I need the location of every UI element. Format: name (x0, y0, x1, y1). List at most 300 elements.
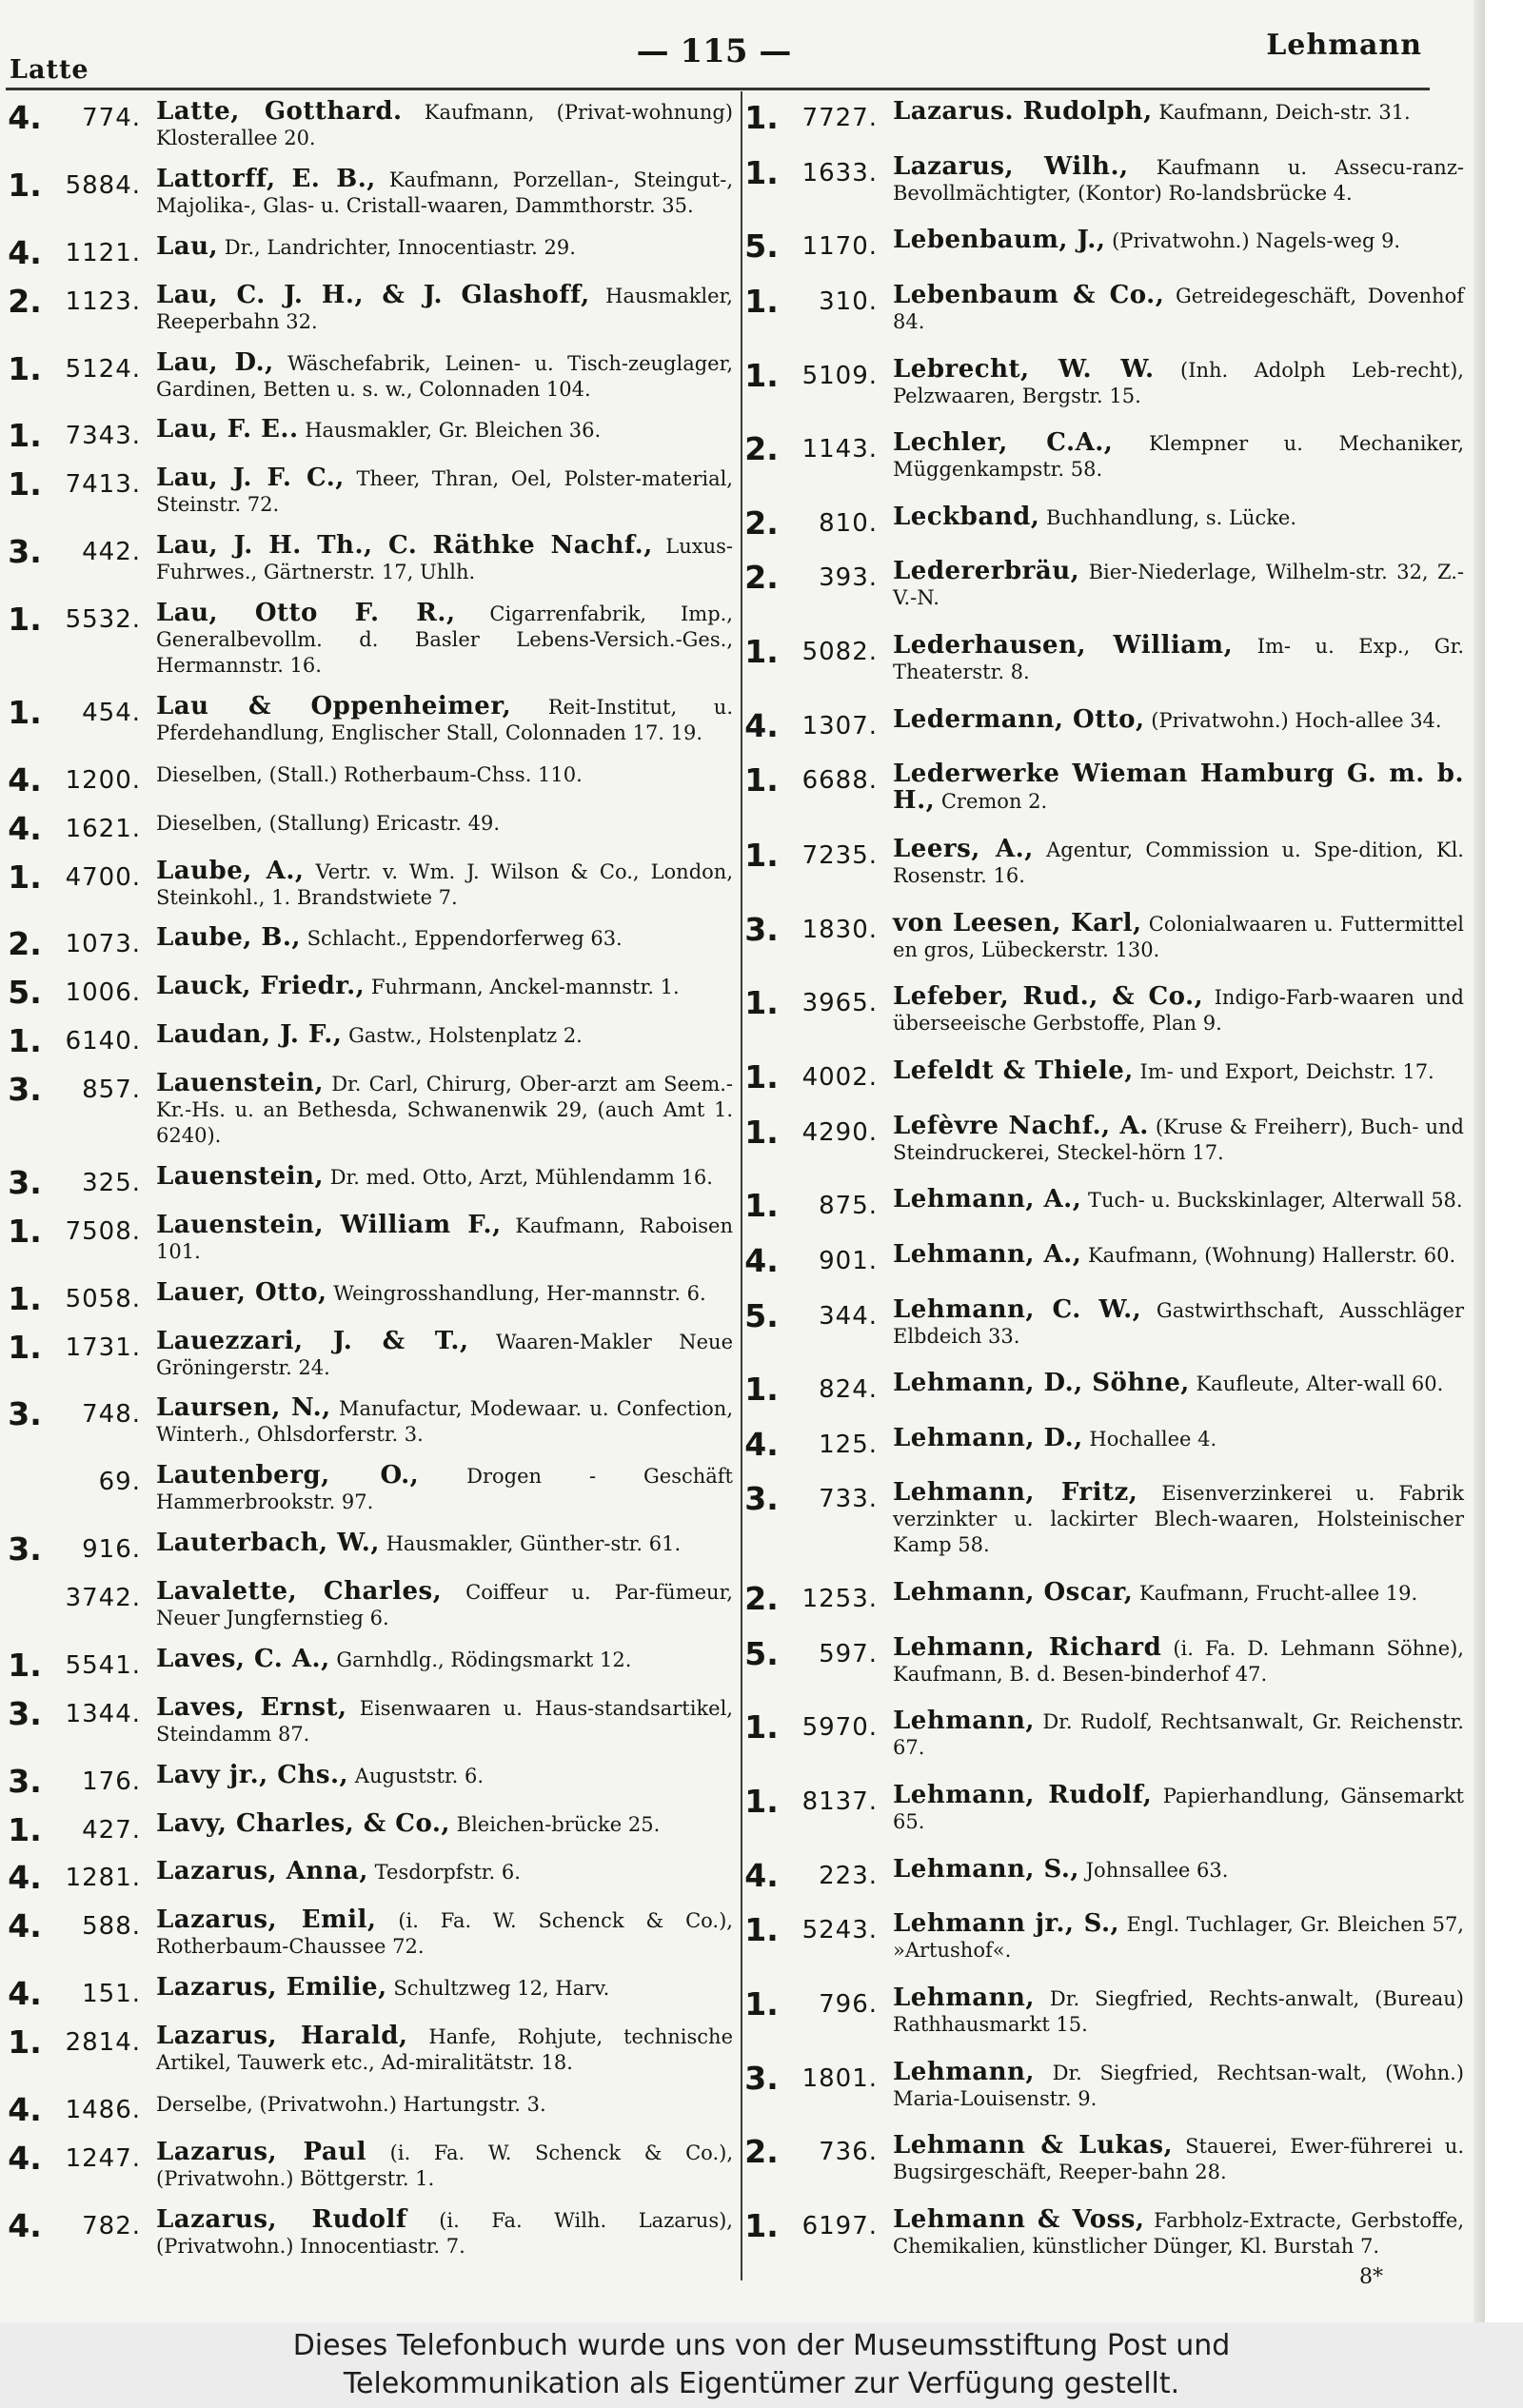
subscriber-name: Lattorff, E. B., (156, 164, 376, 193)
subscriber-name: Lehmann, D., (893, 1423, 1083, 1452)
exchange-number (6, 1579, 44, 1584)
phone-number: 796. (819, 1989, 878, 2019)
listing-details: Cremon 2. (940, 790, 1048, 814)
listing-entry (6, 1529, 733, 1569)
phone-number: 5058. (65, 1284, 141, 1313)
listing-details: Fuhrmann, Anckel-mannstr. 1. (370, 976, 680, 999)
subscriber-name: Lederhausen, William, (893, 631, 1234, 661)
listing-details: (Privatwohn.) Hoch-allee 34. (1151, 708, 1442, 732)
listing-entry (742, 1056, 1464, 1095)
listing-details: Hausmakler, Reeperbahn 32. (156, 284, 733, 333)
listing-details: Garnhdlg., Rödingsmarkt 12. (336, 1648, 632, 1671)
listing-details: Theer, Thran, Oel, Polster-material, Steinstr. 72. (156, 467, 733, 517)
listing-details: Im- und Export, Deichstr. 17. (1139, 1059, 1434, 1083)
listing-details: Dr. Rudolf, Rechtsanwalt, Gr. Reichenstr. 67. (893, 1710, 1464, 1760)
phone-number: 588. (82, 1912, 141, 1942)
phone-number: 442. (82, 538, 141, 567)
listing-entry (6, 1395, 733, 1448)
listing-details: Weingrosshandlung, Her-mannstr. 6. (333, 1281, 706, 1305)
subscriber-name: Lau, D., (156, 347, 274, 377)
exchange-number: 1. (8, 693, 42, 731)
phone-number: 1830. (801, 915, 878, 944)
subscriber-name: Lehmann jr., S., (893, 1909, 1120, 1939)
exchange-number: 1. (744, 984, 779, 1022)
exchange-number: 4. (744, 1856, 779, 1894)
listing-entry (6, 2204, 733, 2260)
listing-text (893, 1480, 1464, 1558)
listing-text (156, 1644, 733, 1673)
exchange-number: 1. (8, 417, 42, 455)
subscriber-name: Lau & Oppenheimer, (156, 691, 512, 720)
exchange-number: 4. (8, 809, 42, 847)
listing-text (893, 2057, 1464, 2112)
listing-entry (6, 164, 733, 219)
exchange-number: 1. (744, 99, 779, 136)
subscriber-name: Lau, C. J. H., & J. Glashoff, (156, 280, 590, 309)
listing-text (156, 1395, 733, 1448)
listing-text (156, 761, 733, 788)
phone-number: 4700. (65, 862, 141, 892)
listing-entry (742, 97, 1464, 136)
phone-number: 5532. (65, 605, 141, 634)
listing-text (156, 280, 733, 335)
exchange-number: 1. (744, 1187, 779, 1225)
exchange-number: 2. (8, 282, 42, 320)
listing-details: (Inh. Adolph Leb-recht), Pelzwaaren, Bergstr. 15. (893, 358, 1464, 407)
listing-text (156, 1530, 733, 1557)
subscriber-name: Laudan, J. F., (156, 1020, 343, 1050)
listing-details: Schlacht., Eppendorferweg 63. (307, 927, 623, 951)
subscriber-name: Laves, C. A., (156, 1644, 330, 1673)
listing-text (156, 1760, 733, 1789)
phone-number: 3965. (801, 989, 878, 1018)
phone-number: 782. (82, 2211, 141, 2240)
phone-number: 8137. (801, 1787, 878, 1817)
listing-text (893, 1239, 1464, 1269)
listing-entry (6, 760, 733, 799)
listing-entry (6, 1020, 733, 1060)
phone-number: 1143. (801, 435, 878, 464)
listing-details: Coiffeur u. Par-fümeur, Neuer Jungfernstieg 6. (156, 1581, 733, 1629)
right-column (742, 99, 1464, 2260)
listing-entry (742, 1369, 1464, 1409)
exchange-number: 4. (8, 2090, 42, 2128)
left-column (6, 99, 733, 2260)
exchange-number: 1. (744, 282, 779, 320)
phone-number: 310. (819, 286, 878, 316)
exchange-number: 1. (8, 858, 42, 896)
subscriber-name: Lauenstein, (156, 1069, 324, 1097)
phone-number: 5541. (65, 1650, 141, 1680)
subscriber-name: von Leesen, Karl, (893, 908, 1142, 938)
phone-number: 393. (819, 563, 878, 593)
listing-entry (6, 809, 733, 847)
listing-text (893, 99, 1464, 126)
listing-text (156, 601, 733, 679)
listing-text (893, 1187, 1464, 1214)
listing-entry (6, 231, 733, 271)
listing-entry (742, 1423, 1464, 1463)
listing-entry (6, 2090, 733, 2128)
exchange-number: 1. (744, 1708, 779, 1747)
listing-entry (6, 1973, 733, 2013)
listing-details: Manufactur, Modewaar. u. Confection, Winterh., Ohlsdorferstr. 3. (156, 1397, 734, 1447)
listing-details: (Kruse & Freiherr), Buch- und Steindruckerei, Steckel-hörn 17. (893, 1115, 1464, 1164)
exchange-number: 1. (744, 1371, 779, 1409)
exchange-number: 3. (744, 910, 779, 948)
listing-entry (6, 1161, 733, 1201)
phone-number: 916. (82, 1535, 141, 1565)
listing-details: Dieselben, (Stallung) Ericastr. 49. (156, 811, 501, 835)
subscriber-name: Laube, B., (156, 923, 301, 953)
listing-entry (6, 972, 733, 1012)
listing-details: Dr. Siegfried, Rechtsan-walt, (Wohn.) Maria-Louisenstr. 9. (893, 2061, 1464, 2110)
phone-number: 6688. (801, 766, 878, 796)
listing-details: Johnsallee 63. (1085, 1858, 1229, 1882)
phone-number: 748. (82, 1400, 141, 1430)
subscriber-name: Lavalette, Charles, (156, 1577, 443, 1606)
subscriber-name: Lazarus, Rudolf (156, 2204, 407, 2234)
subscriber-name: Lehmann, Oscar, (893, 1578, 1134, 1608)
listing-text (893, 2204, 1464, 2260)
listing-entry (742, 2204, 1464, 2260)
exchange-number: 2. (744, 503, 779, 542)
listing-details: Wäschefabrik, Leinen- u. Tisch-zeuglager, Gardinen, Betten u. s. w., Colonnaden 104. (156, 351, 734, 401)
subscriber-name: Lazarus, Emil, (156, 1905, 377, 1935)
subscriber-name: Ledererbräu, (893, 557, 1080, 586)
exchange-number: 1. (744, 633, 779, 671)
exchange-number: 4. (8, 1859, 42, 1897)
listing-entry (6, 280, 733, 335)
listing-details: Stauerei, Ewer-führerei u. Bugsirgeschäft, Reeper-bahn 28. (893, 2135, 1464, 2184)
listing-entry (742, 1111, 1464, 1166)
listing-entry (742, 2057, 1464, 2112)
listing-details: Bier-Niederlage, Wilhelm-str. 32, Z.-V.-N. (893, 561, 1464, 610)
listing-entry (742, 704, 1464, 744)
phone-number: 5884. (65, 170, 141, 200)
listing-entry (6, 1644, 733, 1684)
phone-number: 1247. (65, 2143, 141, 2173)
listing-text (156, 164, 733, 219)
listing-text (156, 1975, 733, 2002)
listing-details: Kaufmann, Frucht-allee 19. (1139, 1582, 1418, 1606)
exchange-number: 1. (744, 2206, 779, 2244)
listing-text (893, 1783, 1464, 1835)
listing-entry (742, 1911, 1464, 1964)
exchange-number: 5. (744, 1634, 779, 1672)
subscriber-name: Lefèvre Nachf., A. (893, 1111, 1149, 1140)
listing-text (156, 417, 733, 444)
exchange-number: 1. (8, 1279, 42, 1317)
exchange-number (6, 1463, 44, 1468)
exchange-number: 1. (744, 837, 779, 875)
listing-details: Bleichen-brücke 25. (456, 1812, 661, 1836)
subscriber-name: Lechler, C.A., (893, 428, 1114, 458)
listing-entry (742, 761, 1464, 815)
listing-details: Auguststr. 6. (354, 1764, 485, 1787)
listing-text (893, 354, 1464, 409)
subscriber-name: Ledermann, Otto, (893, 704, 1145, 734)
page-edge-shadow (1474, 0, 1485, 2322)
listing-text (893, 704, 1464, 734)
listing-details: Waaren-Makler Neue Gröningerstr. 24. (156, 1330, 734, 1379)
exchange-number: 1. (8, 1646, 42, 1684)
listing-entry (6, 1808, 733, 1848)
listing-entry (6, 415, 733, 455)
listing-details: Derselbe, (Privatwohn.) Hartungstr. 3. (156, 2092, 546, 2116)
listing-entry (742, 1294, 1464, 1350)
listing-entry (742, 1783, 1464, 1835)
listing-entry (742, 280, 1464, 335)
listing-entry (742, 1239, 1464, 1279)
subscriber-name: Lehmann, Richard (893, 1632, 1162, 1662)
listing-details: Buchhandlung, s. Lücke. (1046, 505, 1297, 529)
listing-text (156, 1326, 734, 1381)
listing-entry (742, 502, 1464, 542)
phone-number: 6197. (801, 2211, 878, 2240)
subscriber-name: Lehmann, D., Söhne, (893, 1369, 1190, 1398)
listing-details: Hochallee 4. (1089, 1427, 1217, 1451)
phone-number: 176. (82, 1767, 141, 1796)
listing-entry (6, 923, 733, 963)
listing-details: Getreidegeschäft, Dovenhof 84. (893, 284, 1464, 333)
listing-details: Agentur, Commission u. Spe-dition, Kl. Rosenstr. 16. (893, 839, 1464, 888)
listing-entry (742, 226, 1464, 266)
subscriber-name: Lehmann & Voss, (893, 2204, 1145, 2234)
phone-number: 5109. (801, 361, 878, 390)
exchange-number: 1. (744, 356, 779, 394)
listing-text (893, 559, 1464, 611)
subscriber-name: Lavy jr., Chs., (156, 1760, 349, 1789)
signature-mark: 8* (1359, 2265, 1383, 2289)
listing-details: Dieselben, (Stall.) Rotherbaum-Chss. 110. (156, 762, 583, 786)
running-head (0, 0, 1474, 85)
listing-text (156, 99, 733, 151)
subscriber-name: Lazarus, Paul (156, 2137, 367, 2166)
listing-text (156, 2137, 733, 2192)
phone-number: 5243. (801, 1916, 878, 1945)
listing-details: Dr. Carl, Chirurg, Ober-arzt am Seem.-Kr.-Hs. u. an Bethesda, Schwanenwik 29, (auch Amt 1. 6240). (156, 1073, 733, 1147)
phone-number: 7727. (801, 104, 878, 132)
listing-entry (742, 908, 1464, 963)
listing-details: Dr. med. Otto, Arzt, Mühlendamm 16. (329, 1165, 713, 1189)
exchange-number: 1. (744, 1783, 779, 1821)
listing-entry (6, 691, 733, 746)
listing-text (156, 925, 733, 952)
listing-text (156, 2023, 733, 2076)
subscriber-name: Lazarus. Rudolph, (893, 97, 1153, 126)
listing-text (893, 227, 1464, 254)
subscriber-name: Lehmann, (893, 2057, 1035, 2086)
listing-details: Schultzweg 12, Harv. (393, 1977, 610, 2001)
listing-text (156, 1463, 733, 1515)
phone-number: 125. (819, 1430, 878, 1459)
phone-number: 344. (819, 1301, 878, 1331)
phone-number: 5970. (801, 1713, 878, 1743)
subscriber-name: Lau, J. F. C., (156, 464, 345, 493)
phone-number: 824. (819, 1375, 878, 1405)
phone-number: 733. (819, 1485, 878, 1514)
exchange-number: 3. (8, 1395, 42, 1433)
exchange-number: 1. (8, 2023, 42, 2061)
listing-entry (6, 1210, 733, 1265)
exchange-number: 1. (8, 349, 42, 387)
listing-text (156, 1071, 733, 1149)
listing-details: Eisenverzinkerei u. Fabrik verzinkter u. lackirter Blech-waaren, Holsteinischer Kamp 58. (893, 1482, 1464, 1557)
listing-details: Kaufmann, (Wohnung) Hallerstr. 60. (1087, 1243, 1456, 1267)
exchange-number: 1. (8, 465, 42, 503)
phone-number: 774. (82, 104, 141, 132)
listing-text (156, 810, 733, 837)
listing-entry (6, 856, 733, 911)
exchange-number: 4. (744, 1241, 779, 1279)
subscriber-name: Lehmann, (893, 1983, 1035, 2012)
listing-details: Papierhandlung, Gänsemarkt 65. (893, 1785, 1464, 1834)
listing-text (893, 504, 1464, 531)
phone-number: 1170. (801, 232, 878, 262)
phone-number: 1281. (65, 1864, 141, 1893)
listing-entry (742, 984, 1464, 1036)
listing-text (156, 1579, 733, 1631)
subscriber-name: Laube, A., (156, 856, 305, 885)
exchange-number: 1. (744, 1984, 779, 2023)
listing-text (893, 761, 1464, 815)
listing-entry (742, 430, 1464, 483)
subscriber-name: Lavy, Charles, & Co., (156, 1808, 450, 1838)
exchange-number: 2. (8, 925, 42, 963)
listing-text (156, 533, 733, 585)
listing-entry (6, 347, 734, 403)
phone-number: 5082. (801, 638, 878, 667)
listing-entry (6, 1760, 733, 1800)
listing-text (893, 837, 1464, 889)
phone-number: 7235. (801, 841, 878, 871)
subscriber-name: Lebenbaum, J., (893, 226, 1106, 255)
exchange-number: 4. (8, 233, 42, 271)
listing-text (156, 2091, 733, 2118)
phone-number: 1344. (65, 1699, 141, 1728)
subscriber-name: Lau, Otto F. R., (156, 599, 456, 627)
listing-details: Vertr. v. Wm. J. Wilson & Co., London, Steinkohl., 1. Brandstwiete 7. (156, 859, 733, 909)
listing-text (156, 1692, 733, 1747)
subscriber-name: Lautenberg, O., (156, 1461, 420, 1490)
subscriber-name: Lehmann, Rudolf, (893, 1781, 1153, 1810)
subscriber-name: Lehmann, A., (893, 1239, 1082, 1269)
listing-entry (6, 601, 733, 679)
listing-entry (6, 1071, 733, 1149)
exchange-number: 1. (744, 761, 779, 799)
exchange-number: 1. (744, 153, 779, 191)
phone-number: 1307. (801, 711, 878, 740)
exchange-number: 3. (8, 1694, 42, 1732)
listing-entry (742, 2133, 1464, 2185)
listing-text (893, 1371, 1464, 1397)
exchange-number: 5. (744, 227, 779, 266)
header-rule (6, 88, 1430, 90)
listing-text (156, 2204, 733, 2260)
listing-text (156, 1022, 733, 1049)
listing-entry (742, 354, 1464, 409)
listing-entry (742, 837, 1464, 889)
phone-number: 3742. (65, 1584, 141, 1612)
subscriber-name: Lebrecht, W. W. (893, 354, 1155, 384)
listing-entry (6, 1277, 733, 1317)
phone-number: 857. (82, 1076, 141, 1104)
listing-text (893, 430, 1464, 483)
listing-text (893, 908, 1464, 963)
exchange-number: 2. (744, 2133, 779, 2171)
subscriber-name: Lehmann, C. W., (893, 1294, 1142, 1324)
listing-entry (6, 1857, 733, 1897)
listing-entry (742, 151, 1464, 207)
subscriber-name: Lazarus, Wilh., (893, 151, 1129, 181)
subscriber-name: Lau, J. H. Th., C. Räthke Nachf., (156, 531, 653, 561)
phone-number: 901. (819, 1246, 878, 1275)
listing-details: (Privatwohn.) Nagels-weg 9. (1112, 229, 1401, 253)
exchange-number: 1. (744, 1911, 779, 1949)
listing-details: Colonialwaaren u. Futtermittel en gros, Lübeckerstr. 130. (893, 912, 1464, 961)
subscriber-name: Lauck, Friedr., (156, 972, 366, 1001)
listing-details: (i. Fa. D. Lehmann Söhne), Kaufmann, B. d. Besen-binderhof 47. (893, 1636, 1464, 1686)
subscriber-name: Leckband, (893, 502, 1040, 531)
listing-details: Tuch- u. Buckskinlager, Alterwall 58. (1087, 1189, 1463, 1213)
exchange-number: 4. (8, 2206, 42, 2244)
listing-details: Eisenwaaren u. Haus-standsartikel, Steindamm 87. (156, 1696, 733, 1746)
phone-number: 1621. (65, 814, 141, 843)
listing-details: Reit-Institut, u. Pferdehandlung, Englischer Stall, Colonnaden 17. 19. (156, 695, 733, 744)
exchange-number: 3. (744, 2059, 779, 2097)
listing-text (893, 1911, 1464, 1964)
subscriber-name: Lauer, Otto, (156, 1277, 327, 1307)
phone-number: 597. (819, 1639, 878, 1668)
phone-number: 223. (819, 1861, 878, 1890)
exchange-number: 3. (744, 1480, 779, 1518)
exchange-number: 5. (8, 974, 42, 1012)
exchange-number: 4. (744, 706, 779, 744)
listing-text (156, 1161, 733, 1191)
listing-text (893, 1423, 1464, 1452)
phone-number: 1486. (65, 2095, 141, 2124)
phone-number: 1731. (65, 1332, 141, 1362)
listing-entry (6, 1463, 733, 1515)
listing-text (156, 1210, 733, 1265)
listing-entry (6, 533, 733, 585)
exchange-number: 1. (8, 1022, 42, 1060)
subscriber-name: Lauenstein, (156, 1161, 324, 1191)
exchange-number: 1. (744, 1057, 779, 1095)
phone-number: 5124. (65, 354, 141, 384)
subscriber-name: Lazarus, Emilie, (156, 1973, 387, 2003)
listing-text (893, 1580, 1464, 1607)
listing-details: (i. Fa. Wilh. Lazarus), (Privatwohn.) Innocentiastr. 7. (156, 2208, 733, 2258)
subscriber-name: Lazarus, Harald, (156, 2022, 408, 2050)
subscriber-name: Lazarus, Anna, (156, 1857, 368, 1886)
listing-text (156, 465, 733, 518)
subscriber-name: Lebenbaum & Co., (893, 280, 1165, 309)
listing-entry (6, 2023, 733, 2076)
exchange-number: 4. (8, 760, 42, 799)
phone-number: 427. (82, 1815, 141, 1845)
exchange-number: 4. (8, 1975, 42, 2013)
footer-note (0, 2322, 1523, 2408)
listing-details: Gastwirthschaft, Ausschläger Elbdeich 33. (893, 1298, 1464, 1348)
listing-text (156, 231, 733, 261)
phone-number: 7413. (65, 470, 141, 500)
listing-entry (742, 1985, 1464, 2038)
subscriber-name: Lehmann, (893, 1707, 1035, 1736)
phone-number: 1253. (801, 1585, 878, 1614)
listing-text (156, 1277, 733, 1307)
